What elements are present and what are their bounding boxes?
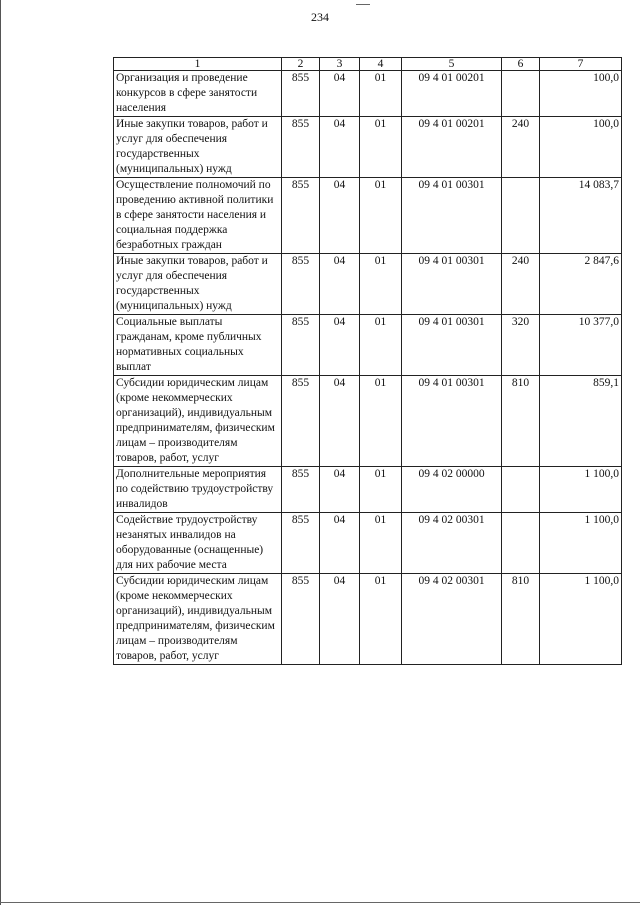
row-col6: [502, 467, 540, 513]
row-col5: 09 4 01 00301: [402, 315, 502, 376]
row-col5: 09 4 02 00301: [402, 513, 502, 574]
header-cell: 1: [114, 58, 282, 71]
row-col5: 09 4 01 00301: [402, 178, 502, 254]
row-col2: 855: [282, 467, 320, 513]
row-col7: 100,0: [540, 117, 622, 178]
header-cell: 2: [282, 58, 320, 71]
row-col3: 04: [320, 71, 360, 117]
row-col3: 04: [320, 376, 360, 467]
row-col4: 01: [360, 467, 402, 513]
row-name: Осуществление полномочий по проведению активной политики в сфере занятости населения и социальная поддержка безработных граждан: [114, 178, 282, 254]
table-row: [114, 254, 622, 315]
page-number: 234: [311, 10, 329, 24]
row-col2: 855: [282, 574, 320, 665]
scan-bottom-edge: [0, 902, 640, 903]
row-col6: 240: [502, 117, 540, 178]
table-row: [114, 574, 622, 665]
row-name: Содействие трудоустройству незанятых инвалидов на оборудованные (оснащенные) для них рабочие места: [114, 513, 282, 574]
row-col4: 01: [360, 574, 402, 665]
row-col5: 09 4 01 00201: [402, 71, 502, 117]
row-col6: [502, 513, 540, 574]
row-col3: 04: [320, 117, 360, 178]
row-col3: 04: [320, 467, 360, 513]
row-col7: 2 847,6: [540, 254, 622, 315]
header-row: [114, 58, 622, 71]
row-col4: 01: [360, 513, 402, 574]
scan-left-edge: [0, 0, 1, 905]
row-col7: 10 377,0: [540, 315, 622, 376]
row-col2: 855: [282, 178, 320, 254]
row-col3: 04: [320, 513, 360, 574]
row-col6: [502, 71, 540, 117]
row-col7: 1 100,0: [540, 467, 622, 513]
row-col3: 04: [320, 315, 360, 376]
row-name: Иные закупки товаров, работ и услуг для обеспечения государственных (муниципальных) нужд: [114, 117, 282, 178]
budget-table: [113, 57, 622, 665]
row-name: Субсидии юридическим лицам (кроме некоммерческих организаций), индивидуальным предпринимателям, физическим лицам – производителям товаров, работ, услуг: [114, 574, 282, 665]
row-col7: 100,0: [540, 71, 622, 117]
row-col7: 1 100,0: [540, 513, 622, 574]
row-name: Дополнительные мероприятия по содействию трудоустройству инвалидов: [114, 467, 282, 513]
row-name: Социальные выплаты гражданам, кроме публичных нормативных социальных выплат: [114, 315, 282, 376]
row-col7: 14 083,7: [540, 178, 622, 254]
table-row: [114, 315, 622, 376]
row-col2: 855: [282, 513, 320, 574]
row-col5: 09 4 02 00301: [402, 574, 502, 665]
row-col4: 01: [360, 117, 402, 178]
row-col2: 855: [282, 254, 320, 315]
row-col5: 09 4 01 00301: [402, 376, 502, 467]
header-cell: 4: [360, 58, 402, 71]
row-col3: 04: [320, 574, 360, 665]
table-row: [114, 467, 622, 513]
row-col7: 859,1: [540, 376, 622, 467]
header-cell: 3: [320, 58, 360, 71]
table-row: [114, 71, 622, 117]
row-col4: 01: [360, 254, 402, 315]
row-col6: 240: [502, 254, 540, 315]
header-cell: 6: [502, 58, 540, 71]
row-col3: 04: [320, 178, 360, 254]
row-name: Иные закупки товаров, работ и услуг для обеспечения государственных (муниципальных) нужд: [114, 254, 282, 315]
row-col4: 01: [360, 71, 402, 117]
row-col6: [502, 178, 540, 254]
row-col6: 810: [502, 376, 540, 467]
row-col5: 09 4 01 00201: [402, 117, 502, 178]
scan-top-mark: [356, 4, 370, 5]
row-col2: 855: [282, 71, 320, 117]
header-cell: 5: [402, 58, 502, 71]
row-col4: 01: [360, 315, 402, 376]
row-col3: 04: [320, 254, 360, 315]
row-col6: 320: [502, 315, 540, 376]
table-row: [114, 117, 622, 178]
table-row: [114, 178, 622, 254]
row-name: Субсидии юридическим лицам (кроме некоммерческих организаций), индивидуальным предпринимателям, физическим лицам – производителям товаров, работ, услуг: [114, 376, 282, 467]
row-col2: 855: [282, 315, 320, 376]
row-col5: 09 4 01 00301: [402, 254, 502, 315]
row-col5: 09 4 02 00000: [402, 467, 502, 513]
row-col6: 810: [502, 574, 540, 665]
row-col4: 01: [360, 376, 402, 467]
row-col2: 855: [282, 376, 320, 467]
header-cell: 7: [540, 58, 622, 71]
row-col4: 01: [360, 178, 402, 254]
row-col7: 1 100,0: [540, 574, 622, 665]
table-row: [114, 513, 622, 574]
table-row: [114, 376, 622, 467]
row-name: Организация и проведение конкурсов в сфере занятости населения: [114, 71, 282, 117]
row-col2: 855: [282, 117, 320, 178]
